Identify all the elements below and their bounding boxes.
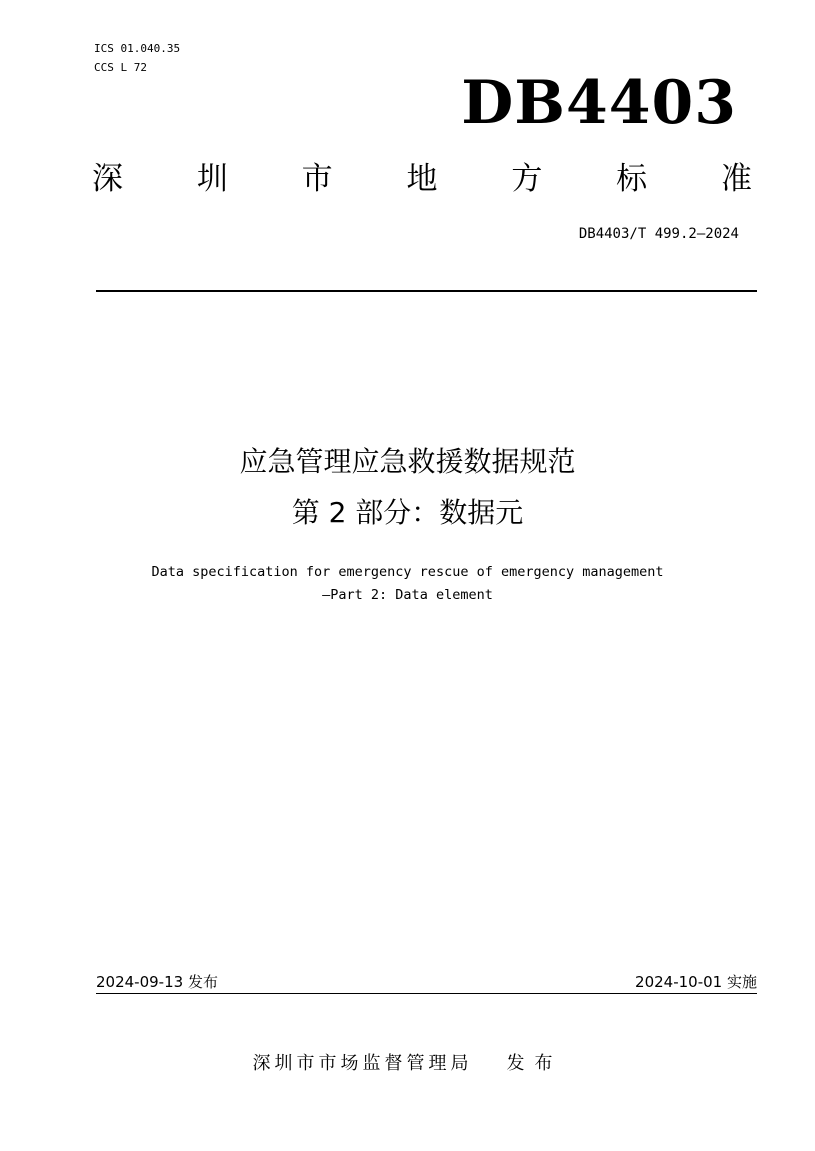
org-title-char: 方 bbox=[511, 161, 543, 197]
title-en-main: Data specification for emergency rescue of emergency management bbox=[151, 564, 664, 580]
title-cn-part: 第 2 部分：数据元 bbox=[291, 496, 524, 529]
standard-type-title bbox=[92, 158, 752, 200]
top-divider bbox=[96, 290, 757, 292]
org-title-char: 深 bbox=[92, 161, 123, 197]
standard-number: DB4403/T 499.2—2024 bbox=[578, 226, 739, 242]
bottom-divider bbox=[96, 993, 757, 994]
implement-date: 2024-10-01 实施 bbox=[635, 973, 757, 991]
ics-code: ICS 01.040.35 bbox=[94, 42, 181, 55]
publish-date: 2024-09-13 发布 bbox=[96, 973, 218, 991]
org-title-char: 圳 bbox=[196, 161, 228, 197]
title-en-part: —Part 2: Data element bbox=[322, 587, 493, 603]
title-cn-main: 应急管理应急救援数据规范 bbox=[239, 445, 576, 478]
org-title-char: 地 bbox=[406, 161, 438, 197]
issue-label: 发布 bbox=[506, 1053, 563, 1074]
issuer-line bbox=[0, 1052, 815, 1076]
issuer-name: 深圳市市场监督管理局 bbox=[252, 1053, 473, 1074]
org-title-char: 标 bbox=[616, 161, 648, 197]
ccs-code: CCS L 72 bbox=[94, 61, 147, 74]
standard-code-logo: DB4403 bbox=[461, 68, 737, 138]
org-title-char: 市 bbox=[301, 161, 333, 197]
org-title-char: 准 bbox=[720, 161, 752, 197]
